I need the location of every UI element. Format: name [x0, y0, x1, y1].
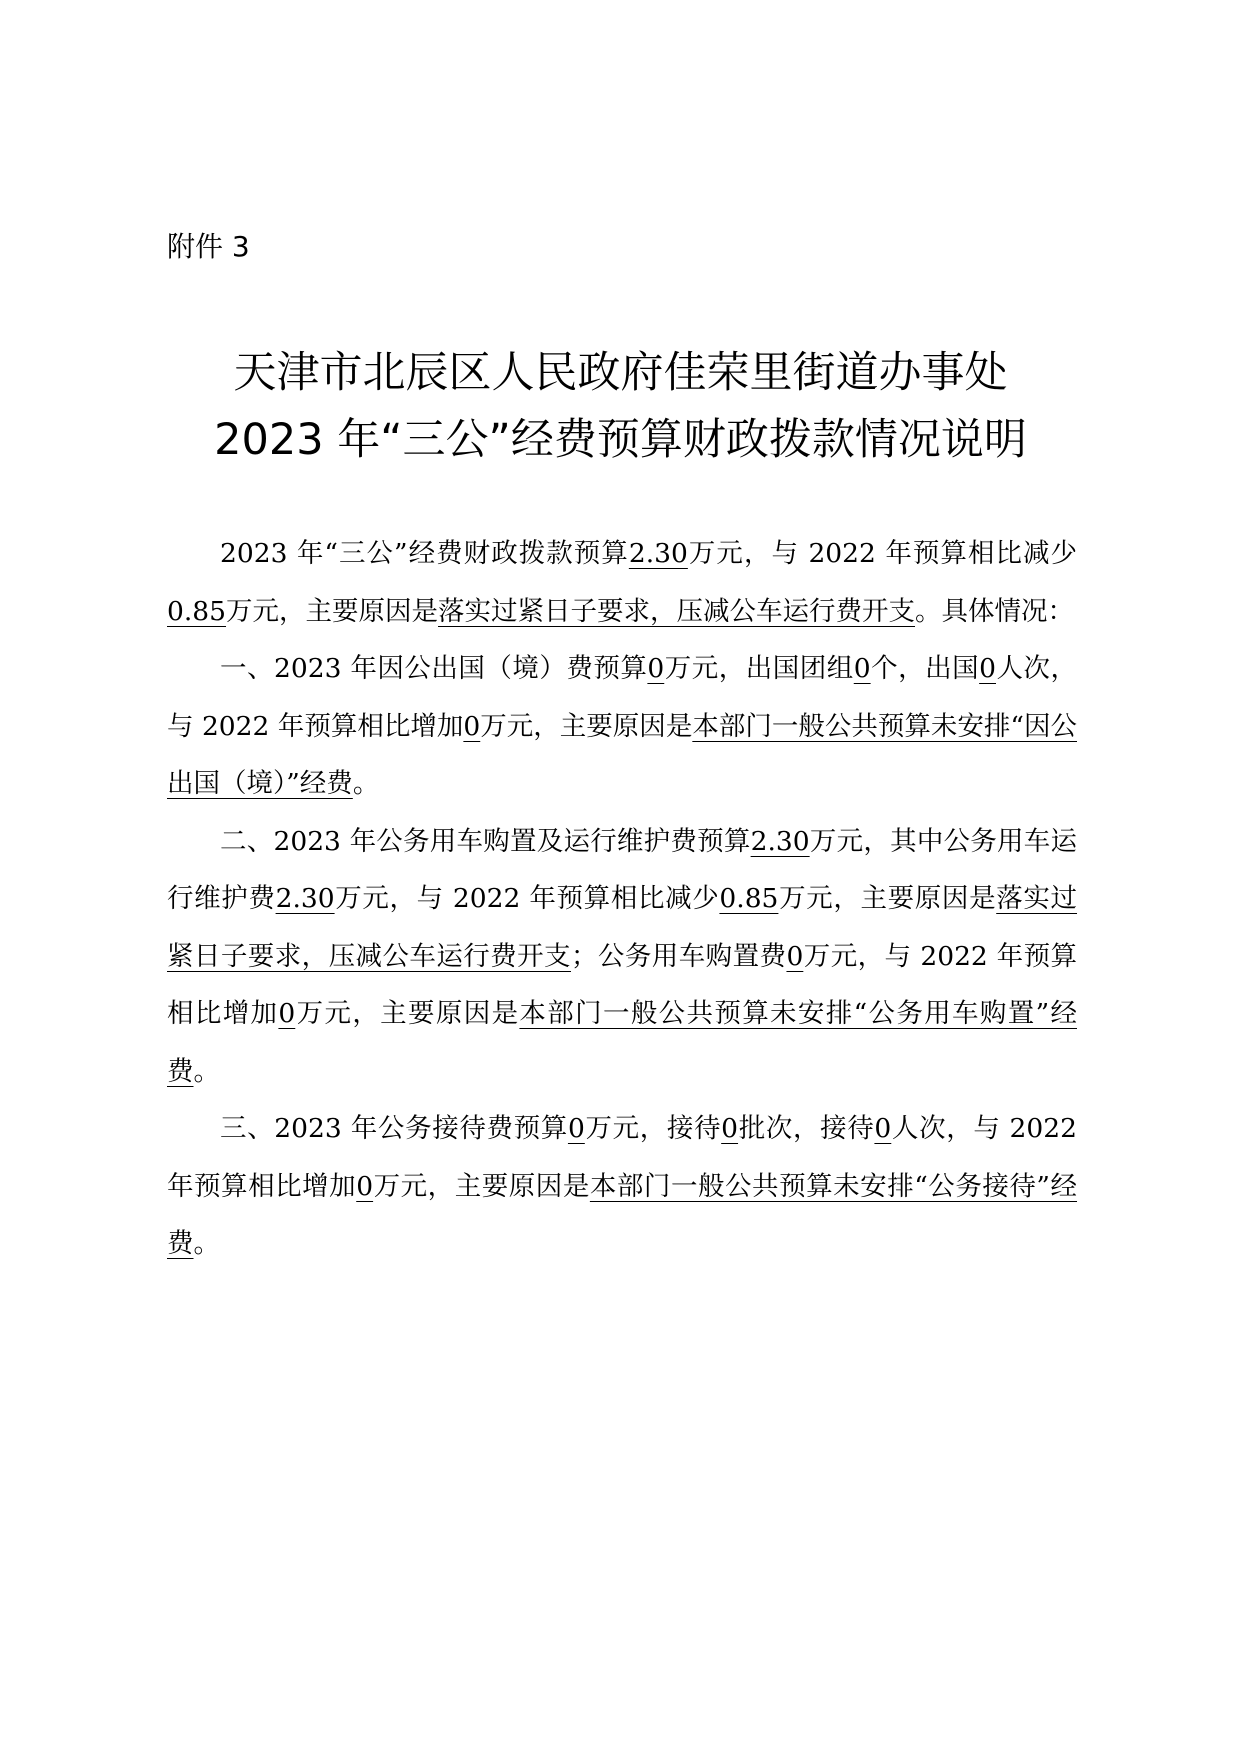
paragraph-text: 人次，与 2022 年预算相比增加 [167, 653, 1077, 742]
underlined-text: 0 [356, 1170, 374, 1202]
document-body [167, 525, 1077, 1273]
paragraph-text: ；公务用车购置费 [570, 940, 787, 972]
paragraph-text: 万元，主要原因是 [295, 998, 520, 1029]
paragraph-text: 万元，主要原因是 [480, 710, 693, 742]
paragraph-text: 万元，与 2022 年预算相比减少 [687, 538, 1077, 569]
underlined-text: 本部门一般公共预算未安排“公务接待”经费 [167, 1170, 1078, 1259]
paragraph-summary [167, 525, 1077, 640]
document-title-line-1: 天津市北辰区人民政府佳荣里街道办事处 [233, 348, 1008, 398]
paragraph-text: 。具体情况： [915, 595, 1075, 627]
underlined-text: 2.30 [628, 538, 688, 569]
underlined-text: 2.30 [750, 825, 810, 857]
underlined-text: 0 [567, 1113, 585, 1144]
paragraph-text: 批次，接待 [738, 1113, 875, 1144]
paragraph-text: 万元，与 2022 年预算相比增加 [167, 940, 1078, 1029]
paragraph-text: 万元，其中公务用车运行维护费 [167, 825, 1078, 914]
underlined-text: 0 [979, 653, 996, 684]
paragraph-text: 万元，出国团组 [664, 653, 854, 684]
paragraph-text: 二、2023 年公务用车购置及运行维护费预算 [220, 825, 751, 857]
underlined-text: 0.85 [719, 883, 779, 914]
paragraph-text: 个，出国 [870, 653, 980, 684]
underlined-text: 0.85 [167, 595, 227, 627]
paragraph-text: 。 [193, 1055, 220, 1087]
underlined-text: 本部门一般公共预算未安排“因公出国（境）”经费 [167, 710, 1077, 799]
underlined-text: 0 [463, 710, 481, 742]
paragraph-official-reception [167, 1100, 1077, 1273]
underlined-text: 落实过紧日子要求，压减公车运行费开支 [438, 595, 916, 627]
underlined-text: 0 [721, 1113, 739, 1144]
paragraph-text: 2023 年“三公”经费财政拨款预算 [220, 538, 629, 569]
underlined-text: 2.30 [275, 883, 335, 914]
paragraph-text: 。 [352, 768, 380, 799]
underlined-text: 0 [874, 1113, 892, 1144]
paragraph-text: 万元，主要原因是 [226, 595, 439, 627]
paragraph-text: 万元，与 2022 年预算相比减少 [334, 883, 720, 914]
paragraph-text: 万元，主要原因是 [373, 1170, 590, 1202]
underlined-text: 0 [647, 653, 665, 684]
attachment-label: 附件 3 [167, 230, 250, 263]
paragraph-text: 一、2023 年因公出国（境）费预算 [220, 653, 648, 684]
underlined-text: 落实过紧日子要求，压减公车运行费开支 [167, 883, 1078, 972]
paragraph-text: 。 [193, 1228, 220, 1259]
paragraph-official-vehicles [167, 813, 1077, 1101]
document-title-line-2: 2023 年“三公”经费预算财政拨款情况说明 [214, 415, 1027, 465]
paragraph-overseas-travel [167, 640, 1077, 813]
paragraph-text: 人次，与 2022 年预算相比增加 [167, 1113, 1077, 1202]
paragraph-text: 三、2023 年公务接待费预算 [220, 1113, 568, 1144]
underlined-text: 0 [786, 940, 804, 972]
paragraph-text: 万元，接待 [584, 1113, 722, 1144]
underlined-text: 0 [853, 653, 871, 684]
underlined-text: 0 [278, 998, 296, 1029]
paragraph-text: 万元，主要原因是 [778, 883, 997, 914]
underlined-text: 本部门一般公共预算未安排“公务用车购置”经费 [167, 998, 1077, 1087]
